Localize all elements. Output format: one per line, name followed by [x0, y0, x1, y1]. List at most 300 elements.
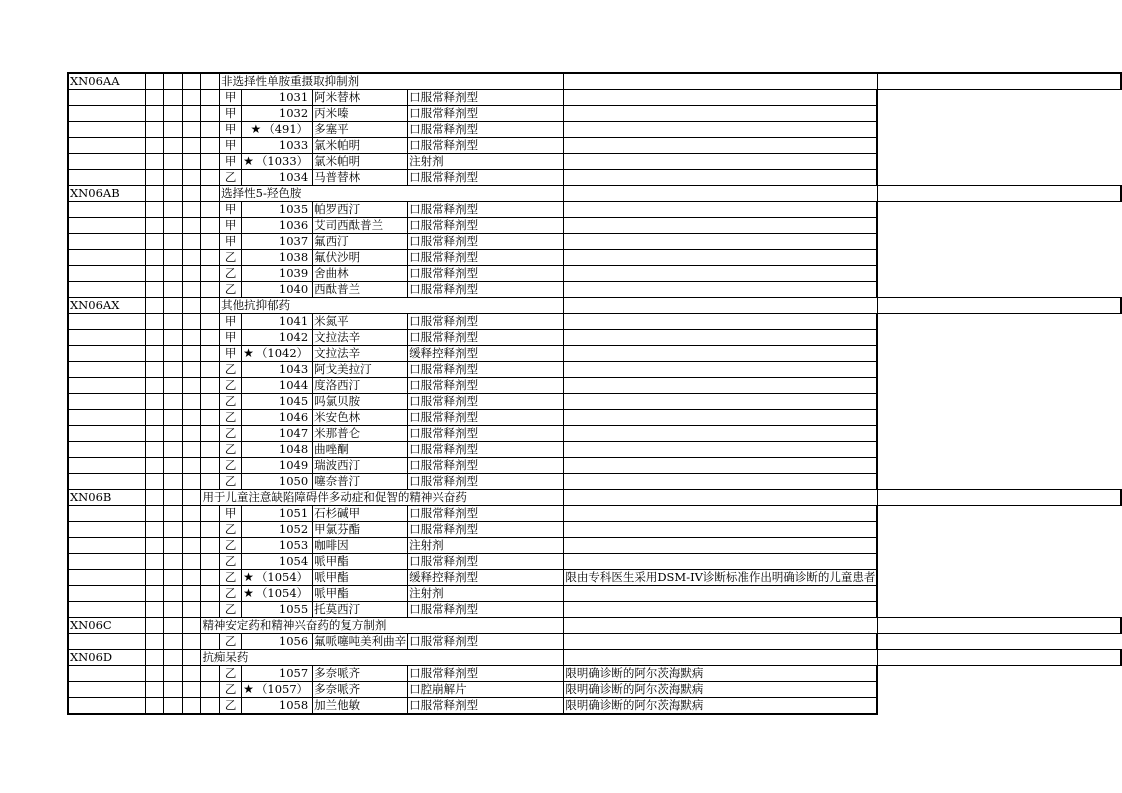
atc-code-cell: XN06D: [68, 650, 145, 666]
empty-cell: [164, 570, 183, 586]
empty-cell: [164, 410, 183, 426]
drug-name-cell: 多塞平: [313, 122, 408, 138]
note-cell: [564, 234, 878, 250]
drug-name-cell: 帕罗西汀: [313, 202, 408, 218]
drug-number: 1046: [278, 410, 309, 424]
dosage-form-cell: 口服常释剂型: [408, 90, 564, 106]
drug-name-cell: 氟伏沙明: [313, 250, 408, 266]
dosage-form-cell: 口服常释剂型: [408, 122, 564, 138]
star-icon: ★: [243, 154, 254, 168]
dosage-form-cell: 口服常释剂型: [408, 522, 564, 538]
empty-cell: [183, 634, 201, 650]
dosage-form-cell: 口服常释剂型: [408, 234, 564, 250]
group-name-cell: 抗痴呆药: [201, 650, 564, 666]
drug-class-cell: 甲: [220, 346, 242, 362]
empty-cell: [145, 298, 164, 314]
drug-class-cell: 乙: [220, 266, 242, 282]
empty-cell: [164, 666, 183, 682]
empty-cell: [145, 650, 164, 666]
dosage-form-cell: 口服常释剂型: [408, 202, 564, 218]
drug-number-cell: [242, 698, 313, 715]
empty-cell: [201, 442, 220, 458]
empty-cell: [201, 122, 220, 138]
empty-cell: [183, 426, 201, 442]
table-row: [68, 394, 1121, 410]
drug-number-cell: [242, 122, 313, 138]
empty-cell: [183, 442, 201, 458]
dosage-form-cell: 口服常释剂型: [408, 474, 564, 490]
dosage-form-cell: 口服常释剂型: [408, 362, 564, 378]
empty-cell: [164, 362, 183, 378]
note-cell: [564, 522, 878, 538]
drug-number-cell: [242, 346, 313, 362]
drug-name-cell: 氟西汀: [313, 234, 408, 250]
empty-cell: [145, 346, 164, 362]
table-row: [68, 410, 1121, 426]
note-cell: 限明确诊断的阿尔茨海默病: [564, 682, 878, 698]
drug-number: 1056: [278, 634, 309, 648]
note-cell: [564, 442, 878, 458]
empty-cell: [183, 362, 201, 378]
table-row: [68, 106, 1121, 122]
dosage-form-cell: 口服常释剂型: [408, 426, 564, 442]
empty-cell: [145, 426, 164, 442]
empty-cell: [164, 682, 183, 698]
note-cell: [564, 586, 878, 602]
dosage-form-cell: 口服常释剂型: [408, 266, 564, 282]
drug-number-cell: [242, 458, 313, 474]
empty-cell: [183, 410, 201, 426]
empty-cell: [145, 586, 164, 602]
empty-cell: [183, 698, 201, 715]
drug-name-cell: 甲氯芬酯: [313, 522, 408, 538]
note-cell: [564, 346, 878, 362]
table-row: [68, 634, 1121, 650]
table-row: [68, 538, 1121, 554]
empty-cell: [164, 634, 183, 650]
empty-cell: [164, 154, 183, 170]
drug-name-cell: 米安色林: [313, 410, 408, 426]
note-cell: [877, 73, 1121, 90]
empty-cell: [145, 282, 164, 298]
atc-code-cell: [68, 250, 145, 266]
atc-code-cell: [68, 538, 145, 554]
table-row: [68, 234, 1121, 250]
empty-cell: [201, 410, 220, 426]
drug-class-cell: 乙: [220, 170, 242, 186]
empty-cell: [201, 602, 220, 618]
table-row: [68, 266, 1121, 282]
note-cell: [877, 490, 1121, 506]
drug-class-cell: 乙: [220, 634, 242, 650]
drug-class-cell: 乙: [220, 602, 242, 618]
empty-cell: [164, 90, 183, 106]
empty-cell: [145, 554, 164, 570]
drug-name-cell: 多奈哌齐: [313, 682, 408, 698]
table-row: [68, 154, 1121, 170]
drug-number: 1047: [278, 426, 309, 440]
empty-cell: [164, 506, 183, 522]
table-row: [68, 378, 1121, 394]
group-name-cell: 选择性5-羟色胺: [220, 186, 564, 202]
empty-cell: [164, 474, 183, 490]
empty-cell: [145, 90, 164, 106]
empty-cell: [145, 618, 164, 634]
drug-name-cell: 氯米帕明: [313, 154, 408, 170]
empty-cell: [164, 170, 183, 186]
dosage-form-cell: 口腔崩解片: [408, 682, 564, 698]
empty-cell: [201, 106, 220, 122]
table-row: [68, 90, 1121, 106]
dosage-form-cell: 口服常释剂型: [408, 314, 564, 330]
table-row: [68, 506, 1121, 522]
drug-class-cell: 乙: [220, 522, 242, 538]
empty-cell: [183, 202, 201, 218]
drug-name-cell: 瑞波西汀: [313, 458, 408, 474]
form-cell: [564, 490, 878, 506]
drug-number: 1045: [278, 394, 309, 408]
drug-class-cell: 乙: [220, 426, 242, 442]
drug-class-cell: 甲: [220, 314, 242, 330]
atc-code-cell: [68, 554, 145, 570]
drug-name-cell: 曲唑酮: [313, 442, 408, 458]
note-cell: [564, 410, 878, 426]
drug-class-cell: 乙: [220, 586, 242, 602]
atc-code-cell: [68, 666, 145, 682]
empty-cell: [145, 218, 164, 234]
drug-number-cell: [242, 474, 313, 490]
dosage-form-cell: 口服常释剂型: [408, 666, 564, 682]
empty-cell: [183, 154, 201, 170]
drug-name-cell: 咖啡因: [313, 538, 408, 554]
group-row: [68, 618, 1121, 634]
atc-code-cell: [68, 362, 145, 378]
empty-cell: [145, 474, 164, 490]
drug-name-cell: 氟哌噻吨美利曲辛: [314, 634, 407, 648]
empty-cell: [145, 106, 164, 122]
empty-cell: [164, 298, 183, 314]
table-row: [68, 554, 1121, 570]
empty-cell: [201, 474, 220, 490]
group-row: [68, 650, 1121, 666]
empty-cell: [183, 73, 201, 90]
empty-cell: [145, 378, 164, 394]
drug-number-cell: [242, 282, 313, 298]
drug-name-cell: 丙米嗪: [313, 106, 408, 122]
table-row: [68, 362, 1121, 378]
empty-cell: [145, 154, 164, 170]
drug-class-cell: 乙: [220, 394, 242, 410]
drug-name-cell: 哌甲酯: [313, 570, 408, 586]
empty-cell: [201, 554, 220, 570]
atc-code-cell: [68, 266, 145, 282]
drug-number: 1036: [278, 218, 309, 232]
drug-class-cell: 甲: [220, 138, 242, 154]
atc-code-cell: [68, 90, 145, 106]
empty-cell: [164, 442, 183, 458]
note-cell: [564, 218, 878, 234]
table-row: [68, 586, 1121, 602]
atc-code-cell: [68, 634, 145, 650]
group-name-cell: 精神安定药和精神兴奋药的复方制剂: [201, 618, 564, 634]
note-cell: [564, 330, 878, 346]
form-cell: [564, 186, 878, 202]
drug-number-cell: [242, 410, 313, 426]
empty-cell: [201, 73, 220, 90]
atc-code-cell: [68, 202, 145, 218]
drug-name-cell: 托莫西汀: [313, 602, 408, 618]
empty-cell: [201, 506, 220, 522]
note-cell: [564, 122, 878, 138]
note-cell: [564, 250, 878, 266]
table-row: [68, 522, 1121, 538]
empty-cell: [164, 554, 183, 570]
empty-cell: [164, 346, 183, 362]
dosage-form-cell: 口服常释剂型: [408, 698, 564, 715]
empty-cell: [164, 138, 183, 154]
drug-class-cell: 乙: [220, 410, 242, 426]
drug-number-cell: [242, 442, 313, 458]
drug-number-cell: [242, 314, 313, 330]
group-name-cell: 非选择性单胺重摄取抑制剂: [220, 73, 564, 90]
dosage-form-cell: 缓释控释剂型: [408, 346, 564, 362]
atc-code-cell: [68, 138, 145, 154]
drug-number: 1053: [278, 538, 309, 552]
empty-cell: [183, 266, 201, 282]
drug-number-cell: [242, 522, 313, 538]
table-row: [68, 202, 1121, 218]
drug-class-cell: 乙: [220, 250, 242, 266]
note-cell: [564, 602, 878, 618]
empty-cell: [201, 202, 220, 218]
note-cell: [564, 394, 878, 410]
drug-number-cell: [242, 218, 313, 234]
atc-code-cell: [68, 602, 145, 618]
dosage-form-cell: 口服常释剂型: [408, 634, 564, 650]
note-cell: [877, 186, 1121, 202]
empty-cell: [183, 378, 201, 394]
drug-name-cell: 文拉法辛: [313, 346, 408, 362]
empty-cell: [164, 218, 183, 234]
drug-number-cell: [242, 202, 313, 218]
drug-class-cell: 甲: [220, 202, 242, 218]
drug-number: 1052: [278, 522, 309, 536]
note-cell: [564, 282, 878, 298]
dosage-form-cell: 口服常释剂型: [408, 602, 564, 618]
empty-cell: [145, 362, 164, 378]
empty-cell: [145, 234, 164, 250]
empty-cell: [145, 506, 164, 522]
drug-class-cell: 甲: [220, 218, 242, 234]
empty-cell: [145, 410, 164, 426]
empty-cell: [201, 346, 220, 362]
dosage-form-cell: 口服常释剂型: [408, 218, 564, 234]
group-row: [68, 490, 1121, 506]
drug-name-cell: 阿戈美拉汀: [313, 362, 408, 378]
atc-code-cell: [68, 474, 145, 490]
atc-code-cell: [68, 282, 145, 298]
empty-cell: [183, 506, 201, 522]
drug-class-cell: 乙: [220, 458, 242, 474]
drug-number: （1054）: [255, 570, 309, 584]
dosage-form-cell: 注射剂: [408, 154, 564, 170]
drug-number: 1043: [278, 362, 309, 376]
table-row: [68, 138, 1121, 154]
note-cell: 限由专科医生采用DSM-IV诊断标准作出明确诊断的儿童患者: [565, 570, 876, 584]
atc-code-cell: [68, 586, 145, 602]
empty-cell: [201, 682, 220, 698]
atc-code-cell: XN06C: [68, 618, 145, 634]
empty-cell: [183, 122, 201, 138]
drug-number: 1033: [278, 138, 309, 152]
empty-cell: [164, 122, 183, 138]
note-cell: [564, 266, 878, 282]
drug-number-cell: [242, 170, 313, 186]
drug-class-cell: 乙: [220, 538, 242, 554]
drug-name-cell: 米那普仑: [313, 426, 408, 442]
note-cell: [564, 314, 878, 330]
dosage-form-cell: 口服常释剂型: [408, 410, 564, 426]
drug-number-cell: [242, 234, 313, 250]
table-row: [68, 426, 1121, 442]
table-row: [68, 682, 1121, 698]
empty-cell: [145, 266, 164, 282]
dosage-form-cell: 缓释控释剂型: [408, 570, 564, 586]
drug-name-cell: 度洛西汀: [313, 378, 408, 394]
note-cell: [564, 458, 878, 474]
drug-number-cell: [242, 634, 313, 650]
dosage-form-cell: 口服常释剂型: [408, 506, 564, 522]
empty-cell: [145, 490, 164, 506]
atc-code-cell: [68, 314, 145, 330]
empty-cell: [201, 394, 220, 410]
drug-name-cell: 噻奈普汀: [313, 474, 408, 490]
atc-code-cell: [68, 154, 145, 170]
form-cell: [564, 298, 878, 314]
drug-number-cell: [242, 538, 313, 554]
table-row: [68, 218, 1121, 234]
group-row: [68, 186, 1121, 202]
note-cell: [564, 138, 878, 154]
drug-number: 1051: [278, 506, 309, 520]
drug-number: 1054: [278, 554, 309, 568]
empty-cell: [145, 186, 164, 202]
empty-cell: [164, 458, 183, 474]
drug-class-cell: 乙: [220, 666, 242, 682]
empty-cell: [183, 602, 201, 618]
dosage-form-cell: 口服常释剂型: [408, 106, 564, 122]
empty-cell: [201, 250, 220, 266]
empty-cell: [164, 650, 183, 666]
table-row: [68, 250, 1121, 266]
drug-class-cell: 甲: [220, 90, 242, 106]
group-row: [68, 73, 1121, 90]
drug-name-cell: 文拉法辛: [313, 330, 408, 346]
drug-class-cell: 乙: [220, 474, 242, 490]
empty-cell: [183, 394, 201, 410]
empty-cell: [183, 90, 201, 106]
empty-cell: [145, 570, 164, 586]
drug-number-cell: [242, 506, 313, 522]
atc-code-cell: [68, 410, 145, 426]
drug-number-cell: [242, 154, 313, 170]
table-row: [68, 602, 1121, 618]
atc-code-cell: [68, 218, 145, 234]
empty-cell: [164, 282, 183, 298]
empty-cell: [183, 682, 201, 698]
empty-cell: [164, 522, 183, 538]
atc-code-cell: [68, 682, 145, 698]
drug-number-cell: [242, 330, 313, 346]
empty-cell: [183, 298, 201, 314]
note-cell: [564, 506, 878, 522]
empty-cell: [145, 170, 164, 186]
drug-number-cell: [242, 666, 313, 682]
drug-number: 1049: [278, 458, 309, 472]
table-row: [68, 666, 1121, 682]
atc-code-cell: [68, 522, 145, 538]
atc-code-cell: XN06AA: [68, 73, 145, 90]
atc-code-cell: [68, 458, 145, 474]
empty-cell: [164, 202, 183, 218]
note-cell: [564, 154, 878, 170]
form-cell: [564, 650, 878, 666]
drug-number: 1057: [278, 666, 309, 680]
table-body: [68, 73, 1121, 714]
table-row: [68, 282, 1121, 298]
drug-class-cell: 乙: [220, 698, 242, 715]
empty-cell: [201, 330, 220, 346]
empty-cell: [145, 250, 164, 266]
drug-number-cell: [242, 138, 313, 154]
drug-number-cell: [242, 602, 313, 618]
empty-cell: [145, 138, 164, 154]
empty-cell: [183, 218, 201, 234]
drug-number: 1037: [278, 234, 309, 248]
empty-cell: [201, 426, 220, 442]
drug-number: 1041: [278, 314, 309, 328]
drug-name-cell: 哌甲酯: [313, 586, 408, 602]
atc-code-cell: [68, 506, 145, 522]
dosage-form-cell: 口服常释剂型: [408, 554, 564, 570]
drug-number: 1038: [278, 250, 309, 264]
drug-number: 1034: [278, 170, 309, 184]
drug-number-cell: [242, 90, 313, 106]
atc-code-cell: XN06AX: [68, 298, 145, 314]
star-icon: ★: [250, 122, 262, 136]
dosage-form-cell: 口服常释剂型: [408, 458, 564, 474]
empty-cell: [145, 634, 164, 650]
drug-number: （491）: [263, 122, 309, 136]
star-icon: ★: [243, 346, 254, 360]
empty-cell: [164, 314, 183, 330]
drug-number-cell: [242, 570, 313, 586]
drug-name-cell: 哌甲酯: [313, 554, 408, 570]
empty-cell: [145, 314, 164, 330]
empty-cell: [164, 330, 183, 346]
empty-cell: [201, 266, 220, 282]
empty-cell: [145, 698, 164, 715]
empty-cell: [201, 634, 220, 650]
atc-code-cell: [68, 106, 145, 122]
dosage-form-cell: 口服常释剂型: [408, 394, 564, 410]
drug-number-cell: [242, 394, 313, 410]
star-icon: ★: [243, 570, 254, 584]
empty-cell: [201, 218, 220, 234]
drug-number: 1042: [278, 330, 309, 344]
empty-cell: [183, 106, 201, 122]
atc-code-cell: [68, 170, 145, 186]
